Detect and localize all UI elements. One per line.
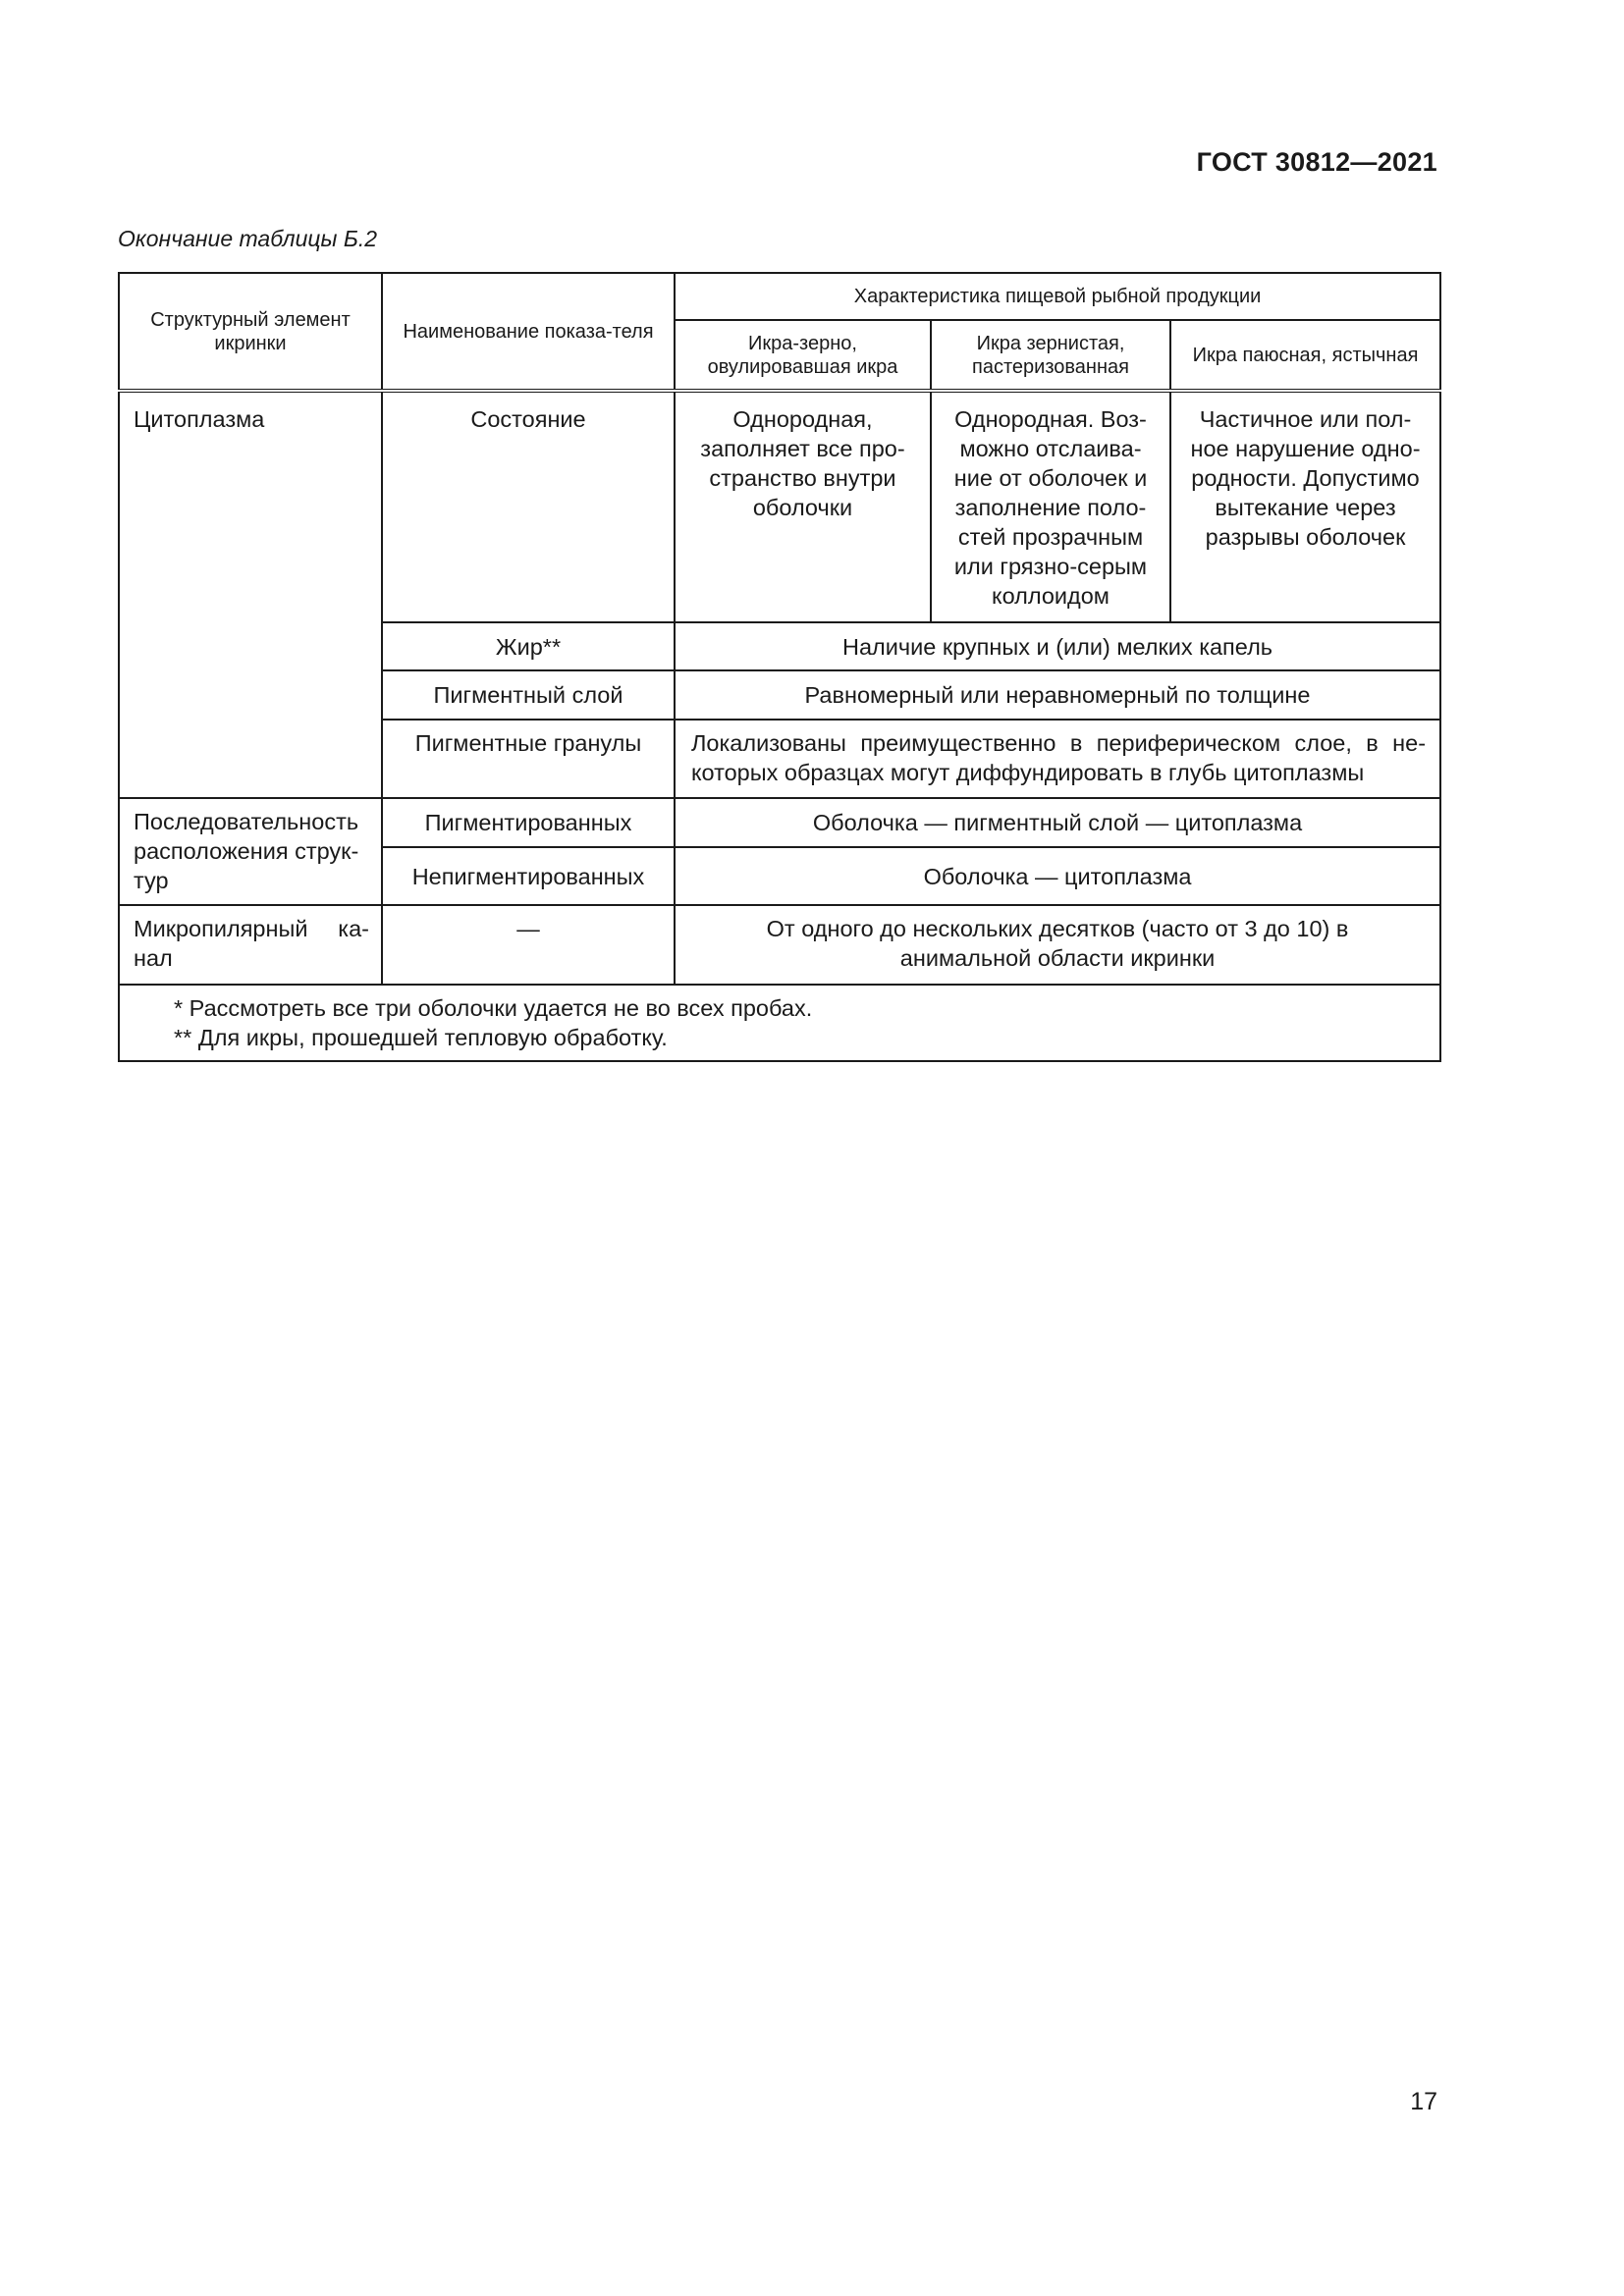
header-product-characteristics: Характеристика пищевой рыбной продукции — [675, 273, 1440, 320]
cell-indicator-pigment-granules: Пигментные гранулы — [382, 720, 675, 798]
note-1: * Рассмотреть все три оболочки удается не во всех пробах. — [174, 995, 813, 1021]
note-2: ** Для икры, прошедшей тепловую обработку. — [174, 1025, 668, 1050]
cell-indicator-unpigmented: Непигментированных — [382, 847, 675, 905]
cell-fat-value: Наличие крупных и (или) мелких капель — [675, 622, 1440, 670]
table-notes-row — [119, 985, 1440, 1061]
cell-state-granular: Однородная. Воз-можно отслаива-ние от оболочек и заполнение поло-стей прозрачным или грязно-серым коллоидом — [931, 391, 1170, 622]
cell-indicator-micropyle: — — [382, 905, 675, 985]
cell-state-grain: Однородная, заполняет все про-странство внутри оболочки — [675, 391, 931, 622]
table-caption: Окончание таблицы Б.2 — [118, 226, 378, 251]
cell-unpigmented-value: Оболочка — цитоплазма — [675, 847, 1440, 905]
table-row-state — [119, 391, 1440, 622]
document-code: ГОСТ 30812—2021 — [1196, 147, 1437, 177]
header-indicator-name: Наименование показа-теля — [382, 273, 675, 391]
header-caviar-granular: Икра зернистая, пастеризованная — [931, 320, 1170, 391]
indicators-table — [118, 272, 1441, 1062]
table-row-pigmented — [119, 798, 1440, 847]
cell-indicator-state: Состояние — [382, 391, 675, 622]
cell-pigmented-value: Оболочка — пигментный слой — цитоплазма — [675, 798, 1440, 847]
cell-state-pressed: Частичное или пол-ное нарушение одно-родности. Допустимо вытекание через разрывы оболочек — [1170, 391, 1440, 622]
header-caviar-grain: Икра-зерно, овулировавшая икра — [675, 320, 931, 391]
cell-indicator-pigment-layer: Пигментный слой — [382, 670, 675, 720]
table-notes — [119, 985, 1440, 1061]
cell-pigment-layer-value: Равномерный или неравномерный по толщине — [675, 670, 1440, 720]
cell-micropyle: Микропилярный ка-нал — [119, 905, 382, 985]
header-caviar-pressed: Икра паюсная, ястычная — [1170, 320, 1440, 391]
page-number: 17 — [1410, 2088, 1437, 2115]
cell-pigment-granules-value: Локализованы преимущественно в периферическом слое, в не-которых образцах могут диффундировать в глубь цитоплазмы — [675, 720, 1440, 798]
cell-indicator-fat: Жир** — [382, 622, 675, 670]
header-structural-element: Структурный элемент икринки — [119, 273, 382, 391]
header-row — [119, 273, 1440, 320]
cell-cytoplasm: Цитоплазма — [119, 391, 382, 798]
table-row-micropyle — [119, 905, 1440, 985]
cell-indicator-pigmented: Пигментированных — [382, 798, 675, 847]
cell-sequence: Последовательность расположения струк-тур — [119, 798, 382, 905]
cell-micropyle-value: От одного до нескольких десятков (часто от 3 до 10) в анимальной области икринки — [675, 905, 1440, 985]
